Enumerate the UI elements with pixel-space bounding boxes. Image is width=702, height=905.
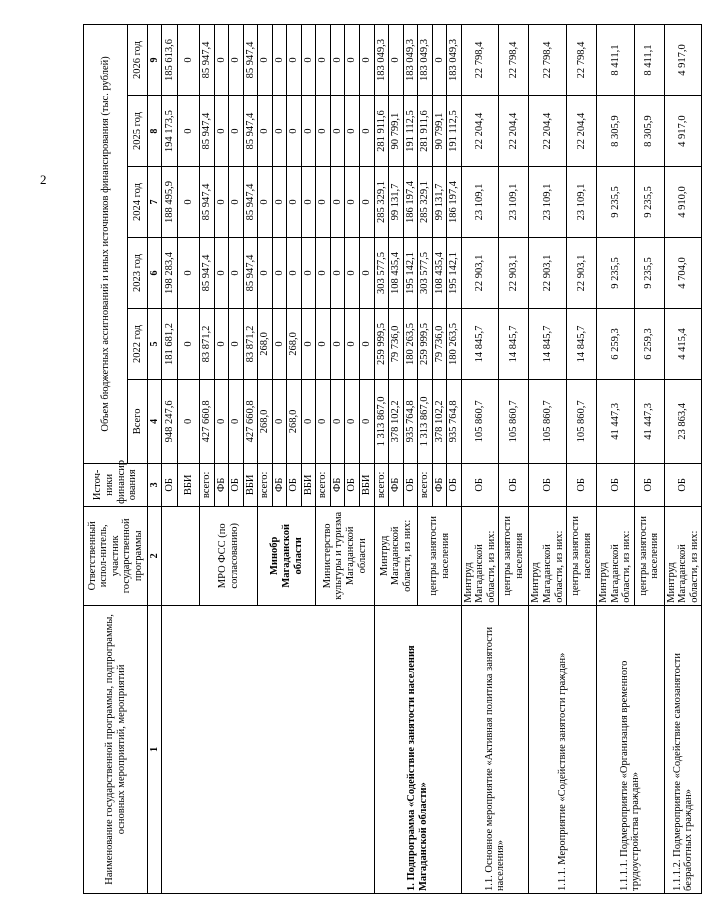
value-cell: 85 947,4 [243,238,258,309]
value-cell: 183 049,3 [447,25,462,96]
value-cell: 0 [360,238,375,309]
source-cell: ОБ [447,463,462,506]
value-cell: 0 [272,379,287,463]
value-cell: 105 860,7 [499,379,529,463]
value-cell: 14 845,7 [461,308,499,379]
index-cell: 4 [148,379,162,463]
value-cell: 935 764,8 [403,379,418,463]
value-cell: 183 049,3 [374,25,389,96]
measure-name: 1.1. Основное мероприятие «Активная политика занятости населения» [461,605,529,893]
value-cell: 948 247,6 [162,379,178,463]
value-cell: 0 [360,25,375,96]
value-cell: 0 [316,167,331,238]
value-cell: 0 [178,379,200,463]
measure-row [597,25,635,894]
value-cell: 0 [258,238,273,309]
value-cell: 105 860,7 [461,379,499,463]
value-cell: 0 [272,96,287,167]
value-cell: 14 845,7 [529,308,567,379]
index-cell: 7 [148,167,162,238]
source-cell: ОБ [567,463,597,506]
value-cell: 0 [178,96,200,167]
value-cell: 195 142,1 [447,238,462,309]
source-cell: ОБ [229,463,244,506]
value-cell: 4 415,4 [664,308,702,379]
value-cell: 23 109,1 [499,167,529,238]
value-cell: 0 [316,96,331,167]
value-cell: 23 109,1 [567,167,597,238]
value-cell: 90 799,1 [389,96,404,167]
index-row [148,25,162,894]
value-cell: 180 263,5 [447,308,462,379]
value-cell: 0 [229,25,244,96]
value-cell: 1 313 867,0 [418,379,433,463]
rotated-content [83,24,700,894]
value-cell: 378 102,2 [389,379,404,463]
measure-exec: Минтруд Магаданской области, из них: [461,506,499,605]
value-cell: 85 947,4 [200,238,215,309]
value-cell: 9 235,5 [597,238,635,309]
value-cell: 0 [301,238,316,309]
index-cell: 9 [148,25,162,96]
header-year-2026: 2026 год [128,25,148,96]
value-cell: 0 [258,167,273,238]
value-cell: 285 329,1 [374,167,389,238]
measure-centers: центры занятости населения [634,506,664,605]
value-cell: 303 577,5 [374,238,389,309]
budget-table [83,24,702,894]
value-cell: 0 [301,308,316,379]
subprogram-exec: Минтруд Магаданской области, из них: [374,506,418,605]
value-cell: 0 [214,25,229,96]
rotated-page [83,24,700,894]
measure-centers: центры занятости населения [567,506,597,605]
index-cell: 6 [148,238,162,309]
value-cell: 0 [287,25,302,96]
value-cell: 0 [360,167,375,238]
value-cell: 0 [316,25,331,96]
value-cell: 105 860,7 [529,379,567,463]
value-cell: 23 109,1 [529,167,567,238]
index-cell: 8 [148,96,162,167]
value-cell: 4 704,0 [664,238,702,309]
measure-row [529,25,567,894]
value-cell: 0 [229,96,244,167]
value-cell: 0 [258,25,273,96]
header-row-1 [84,25,128,894]
source-cell: ОБ [664,463,702,506]
value-cell: 0 [345,238,360,309]
value-cell: 85 947,4 [200,167,215,238]
value-cell: 41 447,3 [634,379,664,463]
measure-name: 1.1.1. Мероприятие «Содействие занятости граждан» [529,605,597,893]
measure-exec: Минтруд Магаданской области, из них: [597,506,635,605]
value-cell: 0 [330,96,345,167]
header-year-2025: 2025 год [128,96,148,167]
value-cell: 195 142,1 [403,238,418,309]
source-cell: ФБ [330,463,345,506]
value-cell: 22 204,4 [529,96,567,167]
value-cell: 0 [330,308,345,379]
source-cell: ОБ [403,463,418,506]
value-cell: 79 736,0 [432,308,447,379]
value-cell: 0 [432,25,447,96]
value-cell: 0 [301,25,316,96]
program-name-cont [162,605,375,893]
value-cell: 85 947,4 [200,25,215,96]
value-cell: 0 [345,25,360,96]
value-cell: 0 [360,308,375,379]
value-cell: 0 [229,379,244,463]
value-cell: 85 947,4 [243,25,258,96]
measure-exec: Минтруд Магаданской области, из них: [529,506,567,605]
value-cell: 0 [287,167,302,238]
value-cell: 0 [214,167,229,238]
source-cell: всего: [374,463,389,506]
value-cell: 0 [229,308,244,379]
value-cell: 268,0 [287,308,302,379]
subprogram-line [374,25,389,894]
source-cell: ОБ [287,463,302,506]
value-cell: 0 [287,238,302,309]
source-cell: ОБ [634,463,664,506]
value-cell: 0 [258,96,273,167]
value-cell: 0 [316,379,331,463]
value-cell: 1 313 867,0 [374,379,389,463]
value-cell: 105 860,7 [567,379,597,463]
value-cell: 0 [316,308,331,379]
value-cell: 0 [330,167,345,238]
value-cell: 22 798,4 [499,25,529,96]
value-cell: 8 305,9 [634,96,664,167]
value-cell: 99 131,7 [432,167,447,238]
source-cell: ОБ [529,463,567,506]
value-cell: 0 [214,96,229,167]
source-cell: всего: [200,463,215,506]
value-cell: 191 112,5 [447,96,462,167]
value-cell: 22 903,1 [499,238,529,309]
value-cell: 0 [214,379,229,463]
source-cell: всего: [258,463,273,506]
header-volume: Объем бюджетных ассигнований и иных источников финансирования (тыс. рублей) [84,25,128,464]
value-cell: 0 [178,238,200,309]
header-col2: Ответственный испол-нитель, участник государственной программы [84,506,148,605]
value-cell: 0 [301,167,316,238]
source-cell: ФБ [432,463,447,506]
value-cell: 303 577,5 [418,238,433,309]
value-cell: 180 263,5 [403,308,418,379]
value-cell: 0 [360,379,375,463]
header-col3: Источ-ники финансир ования [84,463,148,506]
value-cell: 0 [272,308,287,379]
value-cell: 0 [178,25,200,96]
source-cell: ОБ [597,463,635,506]
value-cell: 22 903,1 [529,238,567,309]
measure-centers: центры занятости населения [499,506,529,605]
value-cell: 0 [287,96,302,167]
value-cell: 0 [229,238,244,309]
value-cell: 181 681,2 [162,308,178,379]
value-cell: 0 [389,25,404,96]
source-cell: ВБИ [243,463,258,506]
value-cell: 268,0 [287,379,302,463]
value-cell: 0 [272,167,287,238]
value-cell: 198 283,4 [162,238,178,309]
executor-cell: Минобр Магаданской области [258,506,316,605]
executor-cell: МРО ФСС (по согласованию) [200,506,258,605]
value-cell: 259 999,5 [374,308,389,379]
value-cell: 4 917,0 [664,96,702,167]
value-cell: 935 764,8 [447,379,462,463]
value-cell: 0 [330,379,345,463]
value-cell: 85 947,4 [243,167,258,238]
value-cell: 285 329,1 [418,167,433,238]
value-cell: 183 049,3 [418,25,433,96]
index-cell: 2 [148,506,162,605]
source-cell: всего: [316,463,331,506]
page-number: 2 [40,172,47,187]
value-cell: 0 [330,25,345,96]
value-cell: 259 999,5 [418,308,433,379]
value-cell: 378 102,2 [432,379,447,463]
header-year-2024: 2024 год [128,167,148,238]
value-cell: 268,0 [258,379,273,463]
value-cell: 6 259,3 [634,308,664,379]
value-cell: 427 660,8 [200,379,215,463]
value-cell: 22 903,1 [461,238,499,309]
value-cell: 188 495,9 [162,167,178,238]
value-cell: 186 197,4 [447,167,462,238]
value-cell: 108 435,4 [432,238,447,309]
source-cell: ОБ [499,463,529,506]
value-cell: 23 863,4 [664,379,702,463]
value-cell: 185 613,6 [162,25,178,96]
value-cell: 0 [345,96,360,167]
header-year-2022: 2022 год [128,308,148,379]
value-cell: 0 [345,379,360,463]
value-cell: 8 305,9 [597,96,635,167]
value-cell: 8 411,1 [634,25,664,96]
value-cell: 0 [360,96,375,167]
value-cell: 4 917,0 [664,25,702,96]
value-cell: 90 799,1 [432,96,447,167]
value-cell: 83 871,2 [200,308,215,379]
value-cell: 0 [214,238,229,309]
value-cell: 14 845,7 [499,308,529,379]
value-cell: 9 235,5 [634,238,664,309]
source-cell: ФБ [214,463,229,506]
measure-exec: Минтруд Магаданской области, из них: [664,506,702,605]
value-cell: 0 [214,308,229,379]
total-row-ob [162,25,178,894]
value-cell: 23 109,1 [461,167,499,238]
value-cell: 0 [229,167,244,238]
value-cell: 186 197,4 [403,167,418,238]
value-cell: 108 435,4 [389,238,404,309]
header-col1: Наименование государственной программы, подпрограммы, основных мероприятий, мероприятий [84,605,148,893]
value-cell: 41 447,3 [597,379,635,463]
source-cell: ОБ [345,463,360,506]
header-total: Всего [128,379,148,463]
value-cell: 22 204,4 [499,96,529,167]
value-cell: 427 660,8 [243,379,258,463]
header-year-2023: 2023 год [128,238,148,309]
value-cell: 22 798,4 [461,25,499,96]
source-cell: ОБ [461,463,499,506]
value-cell: 4 910,0 [664,167,702,238]
measure-name: 1.1.1.2. Подмероприятие «Содействие самозанятости безработных граждан» [664,605,702,893]
value-cell: 268,0 [258,308,273,379]
value-cell: 79 736,0 [389,308,404,379]
value-cell: 6 259,3 [597,308,635,379]
subprogram-name: 1. Подпрограмма «Содействие занятости населения Магаданской области» [374,605,461,893]
index-cell: 5 [148,308,162,379]
value-cell: 0 [301,96,316,167]
value-cell: 281 911,6 [374,96,389,167]
value-cell: 0 [272,238,287,309]
value-cell: 22 204,4 [567,96,597,167]
value-cell: 9 235,5 [634,167,664,238]
value-cell: 183 049,3 [403,25,418,96]
value-cell: 0 [345,167,360,238]
value-cell: 83 871,2 [243,308,258,379]
source-cell: ФБ [272,463,287,506]
value-cell: 22 798,4 [529,25,567,96]
value-cell: 0 [178,167,200,238]
value-cell: 194 173,5 [162,96,178,167]
value-cell: 22 798,4 [567,25,597,96]
value-cell: 9 235,5 [597,167,635,238]
source-cell: ФБ [389,463,404,506]
measure-name: 1.1.1.1. Подмероприятие «Организация временного трудоустройства граждан» [597,605,665,893]
value-cell: 85 947,4 [243,96,258,167]
source-cell: ОБ [162,463,178,506]
value-cell: 281 911,6 [418,96,433,167]
source-cell: ВБИ [360,463,375,506]
index-cell: 1 [148,605,162,893]
value-cell: 191 112,5 [403,96,418,167]
value-cell: 0 [178,308,200,379]
exec-cont [162,506,200,605]
value-cell: 0 [316,238,331,309]
source-cell: ВБИ [301,463,316,506]
measure-row [461,25,499,894]
value-cell: 8 411,1 [597,25,635,96]
value-cell: 99 131,7 [389,167,404,238]
index-cell: 3 [148,463,162,506]
value-cell: 0 [301,379,316,463]
value-cell: 22 903,1 [567,238,597,309]
executor-cell: Министерство культуры и туризма Магаданской области [316,506,374,605]
source-cell: всего: [418,463,433,506]
subprogram-centers: центры занятости населения [418,506,462,605]
value-cell: 85 947,4 [200,96,215,167]
value-cell: 14 845,7 [567,308,597,379]
value-cell: 0 [330,238,345,309]
value-cell: 0 [272,25,287,96]
value-cell: 0 [345,308,360,379]
measure-row [664,25,702,894]
source-cell: ВБИ [178,463,200,506]
value-cell: 22 204,4 [461,96,499,167]
